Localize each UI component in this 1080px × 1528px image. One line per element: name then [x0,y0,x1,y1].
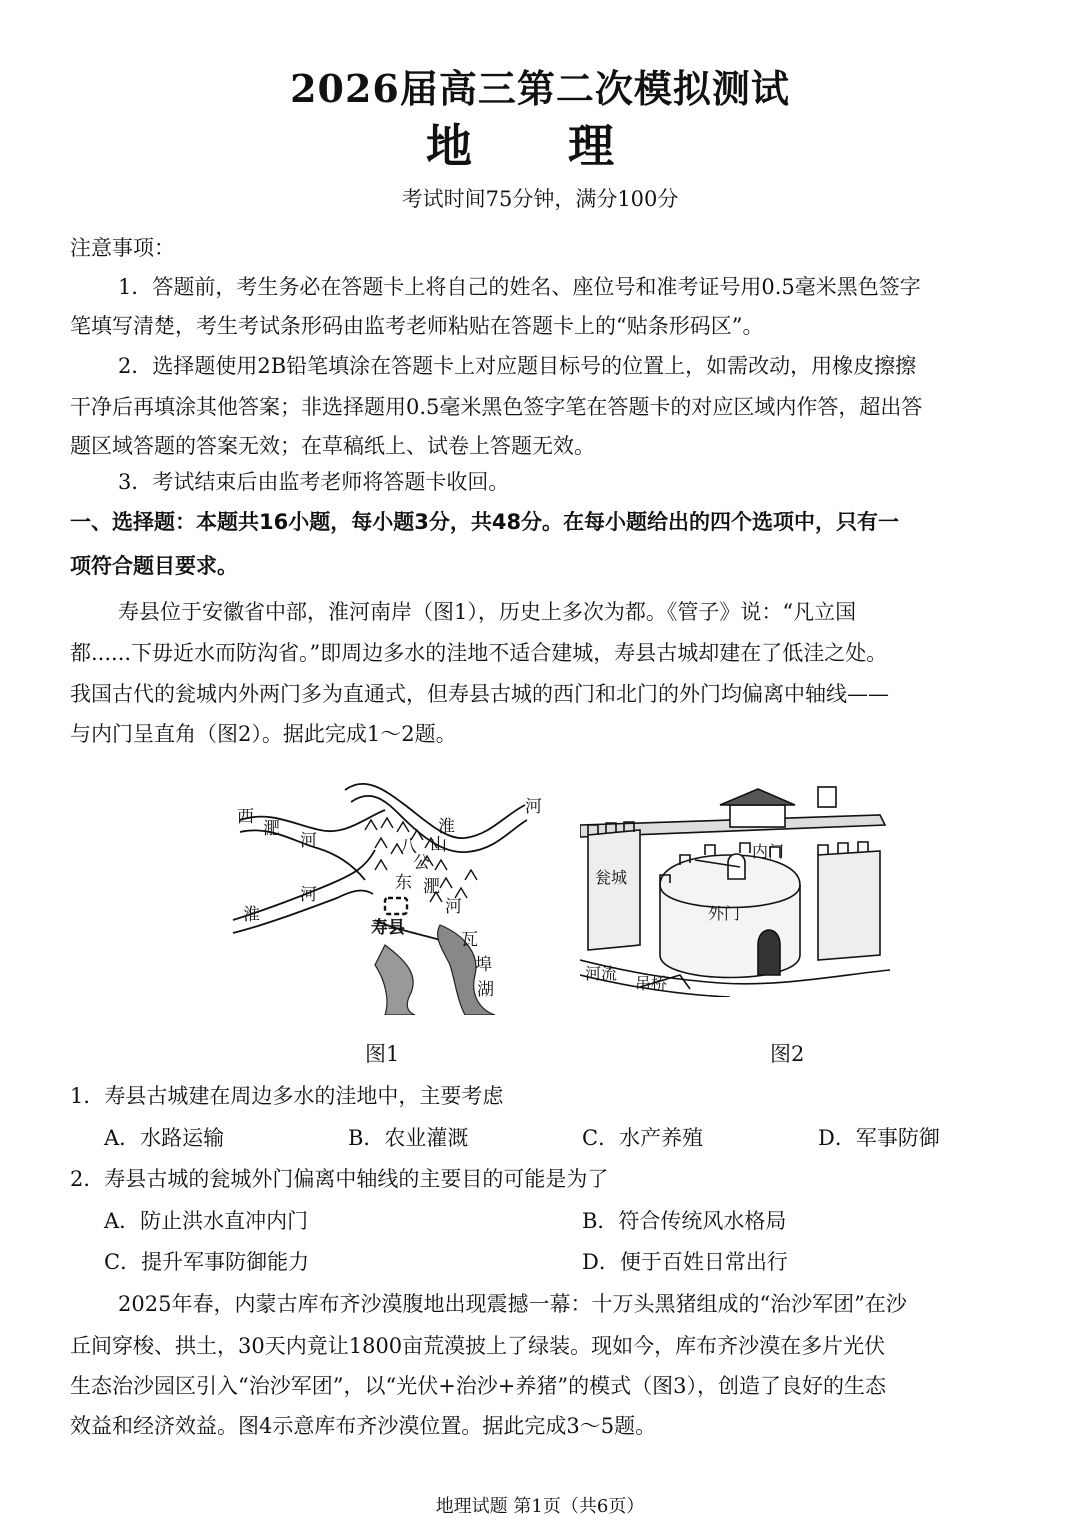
figure1-map [225,770,565,1015]
shouxian-marker [385,898,407,914]
map-label: 河 [300,831,317,851]
passage-line: 寿县位于安徽省中部，淮河南岸（图1），历史上多次为都。《管子》说：“凡立国 [118,600,857,624]
q1-stem: 1．寿县古城建在周边多水的洼地中，主要考虑 [70,1084,504,1108]
map-label: 河 [300,885,317,905]
exam-info: 考试时间75分钟，满分100分 [401,187,679,211]
notice-heading: 注意事项： [70,236,175,260]
q1-option-b[interactable]: B．农业灌溉 [348,1126,469,1150]
map-label: 埠 [475,955,492,975]
map-label: 淮 [243,905,260,925]
passage-line: 效益和经济效益。图4示意库布齐沙漠位置。据此完成3～5题。 [70,1414,657,1438]
map-label: 瓦 [461,930,478,950]
q1-option-a[interactable]: A．水路运输 [104,1126,225,1150]
map-label: 淝 [423,877,440,897]
notice-line: 题区域答题的答案无效；在草稿纸上、试卷上答题无效。 [70,434,595,458]
notice-line: 笔填写清楚，考生考试条形码由监考老师粘贴在答题卡上的“贴条形码区”。 [70,314,764,338]
map-label: 山 [430,835,447,855]
passage-line: 我国古代的瓮城内外两门多为直通式，但寿县古城的西门和北门的外门均偏离中轴线—— [70,682,889,706]
q2-stem: 2．寿县古城的瓮城外门偏离中轴线的主要目的可能是为了 [70,1167,609,1191]
map-label: 湖 [477,980,494,1000]
q2-option-c[interactable]: C．提升军事防御能力 [104,1250,310,1274]
map-label: 河 [445,897,462,917]
map-label: 淝 [263,819,280,839]
section-heading-cont: 项符合题目要求。 [70,554,238,578]
q2-option-b[interactable]: B．符合传统风水格局 [582,1209,787,1233]
notice-line: 干净后再填涂其他答案；非选择题用0.5毫米黑色签字笔在答题卡的对应区域内作答，超出答 [70,395,923,419]
figure2-illustration [580,775,890,997]
shouxian-label: 寿县 [371,918,405,938]
passage-line: 丘间穿梭、拱土，30天内竟让1800亩荒漠披上了绿装。现如今，库布齐沙漠在多片光伏 [70,1334,886,1358]
passage-line: 2025年春，内蒙古库布齐沙漠腹地出现震撼一幕：十万头黑猪组成的“治沙军团”在沙 [118,1292,907,1316]
section-heading: 一、选择题：本题共16小题，每小题3分，共48分。在每小题给出的四个选项中，只有一 [70,510,900,534]
figure2-caption: 图2 [770,1042,805,1066]
figure2-label: 外门 [708,904,741,923]
passage-line: 都......下毋近水而防沟省。”即周边多水的洼地不适合建城，寿县古城却建在了低洼之处。 [70,641,888,665]
page-footer: 地理试题 第1页（共6页） [435,1496,645,1517]
q2-option-a[interactable]: A．防止洪水直冲内门 [104,1209,309,1233]
map-label: 淮 [438,817,455,837]
map-label: 西 [237,807,254,827]
map-label: 八 [400,837,417,857]
map-label: 河 [525,797,542,817]
notice-line: 2．选择题使用2B铅笔填涂在答题卡上对应题目标号的位置上，如需改动，用橡皮擦擦 [118,354,917,378]
notice-line: 1．答题前，考生务必在答题卡上将自己的姓名、座位号和准考证号用0.5毫米黑色签字 [118,275,921,299]
figure2-label: 吊桥 [635,974,668,993]
figure1-caption: 图1 [365,1042,400,1066]
map-label: 公 [413,853,430,873]
figure2-label: 瓮城 [595,868,628,887]
figure2-label: 河流 [585,964,618,983]
q1-option-c[interactable]: C．水产养殖 [582,1126,704,1150]
map-label: 东 [395,873,412,893]
q2-option-d[interactable]: D．便于百姓日常出行 [582,1250,788,1274]
notice-line: 3．考试结束后由监考老师将答题卡收回。 [118,470,510,494]
passage-line: 生态治沙园区引入“治沙军团”，以“光伏+治沙+养猪”的模式（图3），创造了良好的生态 [70,1374,886,1398]
subject-title: 地 理 [425,119,654,173]
passage-line: 与内门呈直角（图2）。据此完成1～2题。 [70,722,457,746]
q1-option-d[interactable]: D．军事防御 [818,1126,940,1150]
exam-title: 2026届高三第二次模拟测试 [290,66,790,111]
figure2-label: 内门 [752,842,785,861]
